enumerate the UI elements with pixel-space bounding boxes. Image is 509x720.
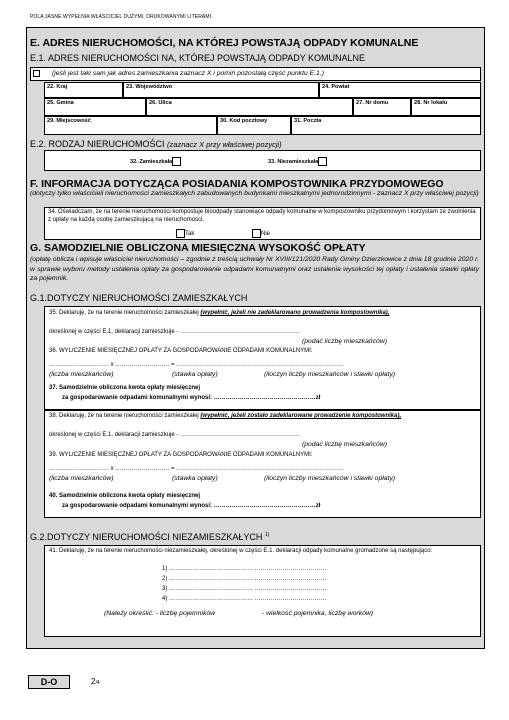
- opt-32-label: 32. Zamieszkała: [130, 158, 173, 165]
- q41-hint-size: - wielkość pojemnika, liczbę worków): [262, 610, 374, 617]
- q39-label-rate: (stawka opłaty): [172, 475, 218, 482]
- q39-calc-line[interactable]: ………………………… x ……………………… = …………………………………………………………………………: [49, 466, 345, 472]
- section-e-title: E. ADRES NIERUCHOMOŚCI, NA KTÓREJ POWSTAJĄ ODPADY KOMUNALNE: [30, 37, 419, 49]
- q40-label: 40. Samodzielnie obliczona kwota opłaty miesięcznej: [49, 493, 201, 499]
- field-23-wojewodztwo[interactable]: [123, 82, 319, 98]
- q38-hint: (podać liczbę mieszkańców): [302, 441, 387, 448]
- q37-label: 37. Samodzielnie obliczona kwota opłaty miesięcznej: [49, 385, 201, 391]
- field-28-label: 28. Nr lokalu: [414, 100, 448, 106]
- field-26-ulica[interactable]: [146, 98, 353, 116]
- q41-row-4[interactable]: 4) …………………………………… ………………………………: [162, 596, 327, 602]
- q41-row-3[interactable]: 3) …………………………………… ………………………………: [162, 586, 327, 592]
- opt-32-zamieszkala[interactable]: [130, 157, 181, 166]
- field-30-label: 30. Kod pocztowy: [220, 118, 268, 124]
- page-total: /4: [95, 680, 100, 686]
- section-g-title: G. SAMODZIELNIE OBLICZONA MIESIĘCZNA WYSOKOŚĆ OPŁATY: [30, 242, 366, 254]
- section-g1-title: G.1.DOTYCZY NIERUCHOMOŚCI ZAMIESZKAŁYCH: [30, 293, 248, 303]
- q35-hint: (podać liczbę mieszkańców): [302, 338, 387, 345]
- q35-residents-line[interactable]: określonej w części E.1. deklaracji zamieszkuje - ……………………………………………………: [49, 329, 301, 335]
- q41-hint-count: (Należy określić: - liczbę pojemników: [104, 610, 216, 617]
- q34-text: 34. Oświadczam, że na terenie nieruchomości kompostuje bioodpady stanowiące odpady komunalne w kompostowniku przydomowym i korzystam ze zwolnienia z opłaty na każdą osobę zamieszkującą na nieruchomości.: [48, 209, 476, 223]
- field-30-kod-pocztowy[interactable]: [217, 116, 291, 135]
- field-29-label: 29. Miejscowość: [47, 118, 91, 124]
- page-number: [91, 677, 100, 686]
- e1-note: (jeśli jest taki sam jak adres zamieszkania zaznacz X i pomiń pozostałą część punktu E.1.): [52, 70, 324, 77]
- field-27-label: 27. Nr domu: [356, 100, 389, 106]
- section-e1-title: E.1. ADRES NIERUCHOMOŚCI NA, KTÓREJ POWSTAJĄ ODPADY KOMUNALNE: [30, 53, 366, 63]
- q35-part-a: 35. Deklaruję, że na terenie nieruchomości zamieszkałej: [49, 310, 201, 316]
- field-31-poczta[interactable]: [291, 116, 481, 135]
- q35-part-b: (wypełnić, jeżeli nie zadeklarowano prowadzenia kompostownika),: [200, 310, 390, 316]
- field-29-miejscowosc[interactable]: [44, 116, 217, 135]
- field-28-nr-lokalu[interactable]: [411, 98, 481, 116]
- opt-33-label: 33. Niezamieszkała: [268, 158, 319, 165]
- header-note: POLA JASNE WYPEŁNIA WŁAŚCICIEL DUŻYMI, DRUKOWANYMI LITERAMI.: [30, 14, 213, 20]
- q39-label-product: (iloczyn liczby mieszkańców i stawki opłaty): [264, 475, 396, 482]
- q38-text: [49, 412, 474, 420]
- field-24-label: 24. Powiat: [322, 84, 350, 90]
- field-25-gmina[interactable]: [44, 98, 146, 116]
- section-g2-footnote-mark: 1): [264, 532, 270, 538]
- q34-no-checkbox[interactable]: [252, 229, 261, 238]
- q35-text: [49, 309, 474, 317]
- q39-label-residents: (liczba mieszkańców): [49, 475, 114, 482]
- e2-options-box: [44, 150, 481, 171]
- q34-yes-label: Tak: [185, 231, 195, 238]
- q36-text: 36. WYLICZENIE MIESIĘCZNEJ OPŁATY ZA GOSPODAROWANIE ODPADAMI KOMUNALNYMI:: [49, 348, 313, 354]
- q34-yes[interactable]: [176, 229, 194, 238]
- section-f-note: (dotyczy tylko właścicieli nieruchomości zamieszkałych zabudowanych budynkami mieszkalnymi jednorodzinnymi - zaznacz X przy właściwej pozycji): [30, 190, 479, 197]
- field-26-label: 26. Ulica: [149, 100, 172, 106]
- section-f-title: F. INFORMACJA DOTYCZĄCA POSIADANIA KOMPOSTOWNIKA PRZYDOMOWEGO: [30, 178, 444, 190]
- section-g-note: (opłatę oblicza i wpisuje właściciel nieruchomości – zgodnie z treścią uchwały Nr XVIII/121/2020 Rady Gminy Dzierzkowice z dnia 18 grudnia 2020 r. w sprawie wyboru metody ustalenia opłaty za gospodarowanie odpadami komunalnymi oraz ustalenia wysokości tej opłaty i ustalenia stawki opłaty za pojemnik.: [30, 256, 479, 282]
- opt-32-checkbox[interactable]: [172, 157, 181, 166]
- q36-calc-line[interactable]: ………………………… x ……………………… = …………………………………………………………………………: [49, 362, 345, 368]
- e1-same-address-checkbox[interactable]: [33, 70, 40, 77]
- field-22-kraj[interactable]: [44, 82, 123, 98]
- q38-part-b: (wypełnić, jeżeli zostało zadeklarowane prowadzenie kompostownika),: [200, 413, 402, 419]
- page-current: 2: [91, 677, 96, 686]
- q36-label-product: (iloczyn liczby mieszkańców i stawki opłaty): [264, 371, 396, 378]
- field-25-label: 25. Gmina: [47, 100, 74, 106]
- field-31-label: 31. Poczta: [294, 118, 322, 124]
- section-g2-title-text: G.2.DOTYCZY NIERUCHOMOŚCI NIEZAMIESZKAŁYCH: [30, 532, 265, 542]
- q41-row-1[interactable]: 1) …………………………………… ………………………………: [162, 566, 327, 572]
- section-e2-note: (zaznacz X przy właściwej pozycji): [167, 140, 282, 149]
- field-22-label: 22. Kraj: [47, 84, 68, 90]
- opt-33-niezamieszkala[interactable]: [268, 157, 327, 166]
- g1-box-b: [44, 410, 481, 518]
- opt-33-checkbox[interactable]: [318, 157, 327, 166]
- q36-label-residents: (liczba mieszkańców): [49, 371, 114, 378]
- q41-row-2[interactable]: 2) …………………………………… ………………………………: [162, 576, 327, 582]
- q34-yes-checkbox[interactable]: [176, 229, 185, 238]
- q38-residents-line[interactable]: określonej w części E.1. deklaracji zamieszkuje - ……………………………………………………: [49, 432, 301, 438]
- q34-no-label: Nie: [261, 231, 271, 238]
- q39-text: 39. WYLICZENIE MIESIĘCZNEJ OPŁATY ZA GOSPODAROWANIE ODPADAMI KOMUNALNYMI:: [49, 452, 313, 458]
- q36-label-rate: (stawka opłaty): [172, 371, 218, 378]
- section-e2-title: [30, 139, 282, 149]
- q41-text: 41. Deklaruję, że na terenie nieruchomości niezamieszkałej, określonej w części E.1. deklaracji odpady komunalne gromadzone są następująco:: [49, 548, 433, 554]
- field-24-powiat[interactable]: [319, 82, 481, 98]
- q34-no[interactable]: [252, 229, 270, 238]
- section-g2-title: [30, 532, 269, 542]
- field-27-nr-domu[interactable]: [353, 98, 411, 116]
- section-e2-title-text: E.2. RODZAJ NIERUCHOMOŚCI: [30, 139, 165, 149]
- q40-amount-line[interactable]: za gospodarowanie odpadami komunalnymi wynosi: ……………………………………………zł: [62, 503, 321, 509]
- q37-amount-line[interactable]: za gospodarowanie odpadami komunalnymi wynosi: ……………………………………………zł: [62, 395, 321, 401]
- q38-part-a: 38. Deklaruję, że na terenie nieruchomości zamieszkałej: [49, 413, 201, 419]
- field-23-label: 23. Województwo: [126, 84, 173, 90]
- form-code: D-O: [28, 675, 70, 689]
